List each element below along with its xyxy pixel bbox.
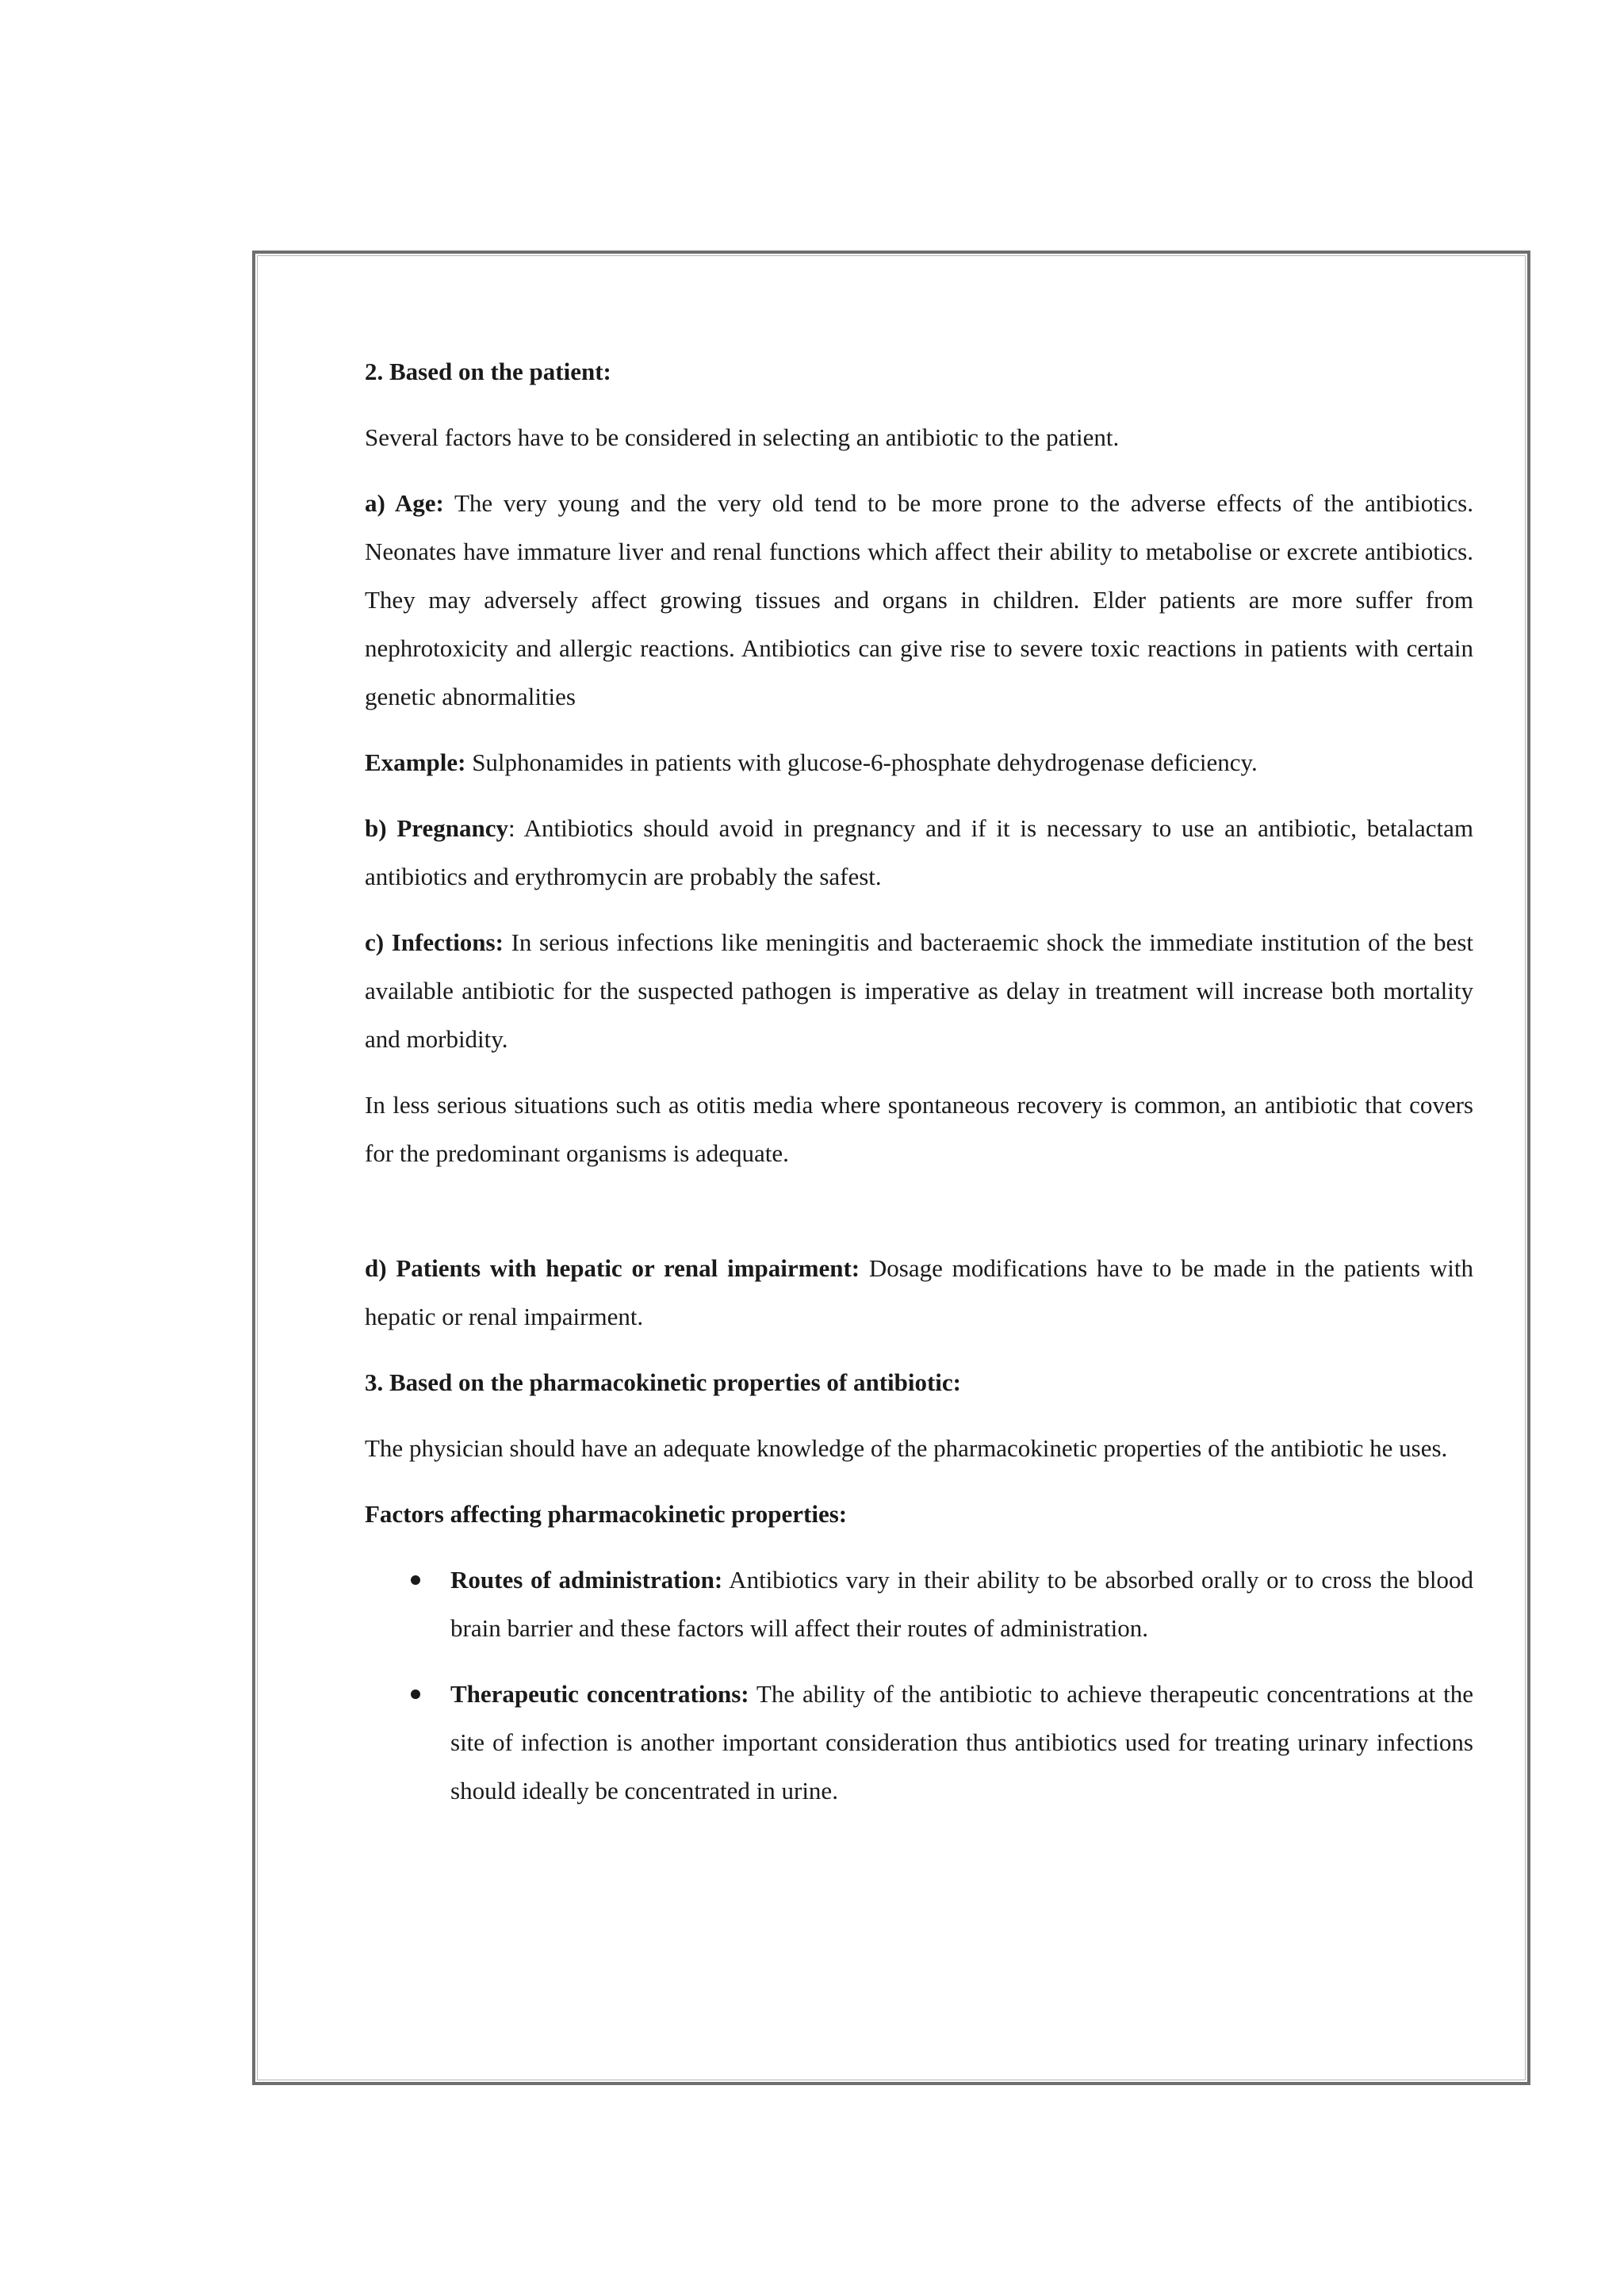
age-label: a) Age:	[365, 489, 444, 517]
document-body	[365, 347, 1473, 1832]
bullet-label: Therapeutic concentrations:	[450, 1680, 749, 1708]
less-serious-paragraph: In less serious situations such as otitis media where spontaneous recovery is common, an antibiotic that covers for the predominant organisms is adequate.	[365, 1091, 1473, 1167]
impairment-paragraph	[365, 1244, 1473, 1341]
example-text: Sulphonamides in patients with glucose-6-phosphate dehydrogenase deficiency.	[465, 748, 1258, 776]
bullet-icon	[411, 1575, 420, 1585]
pregnancy-paragraph	[365, 804, 1473, 901]
impairment-label: d) Patients with hepatic or renal impairment:	[365, 1254, 860, 1282]
bullet-label: Routes of administration:	[450, 1566, 723, 1594]
factors-heading: Factors affecting pharmacokinetic properties:	[365, 1500, 848, 1528]
patient-intro-paragraph: Several factors have to be considered in selecting an antibiotic to the patient.	[365, 423, 1120, 451]
factors-list	[365, 1556, 1473, 1815]
infections-paragraph	[365, 918, 1473, 1063]
pregnancy-label: b) Pregnancy	[365, 814, 508, 842]
list-item	[365, 1556, 1473, 1652]
example-paragraph	[365, 738, 1473, 786]
pharmacokinetic-intro-paragraph: The physician should have an adequate knowledge of the pharmacokinetic properties of the antibiotic he uses.	[365, 1434, 1448, 1462]
spacer	[365, 1195, 1473, 1244]
infections-text: In serious infections like meningitis and bacteraemic shock the immediate institution of the best available antibiotic for the suspected pathogen is imperative as delay in treatment will increase both mortality and morbidity.	[365, 928, 1473, 1053]
age-paragraph	[365, 479, 1473, 721]
impairment-text: Dosage modifications have to be made in the patients with hepatic or renal impairment.	[365, 1254, 1473, 1330]
infections-label: c) Infections:	[365, 928, 504, 956]
pregnancy-text: : Antibiotics should avoid in pregnancy and if it is necessary to use an antibiotic, betalactam antibiotics and erythromycin are probably the safest.	[365, 814, 1473, 890]
list-item	[365, 1670, 1473, 1815]
section-heading-patient: 2. Based on the patient:	[365, 358, 611, 385]
age-text: The very young and the very old tend to be more prone to the adverse effects of the antibiotics. Neonates have immature liver and renal functions which affect their ability to metabolise or excrete antibiotics. They may adversely affect growing tissues and organs in children. Elder patients are more suffer from nephrotoxicity and allergic reactions. Antibiotics can give rise to severe toxic reactions in patients with certain genetic abnormalities	[365, 489, 1473, 710]
bullet-text: Antibiotics vary in their ability to be absorbed orally or to cross the blood brain barrier and these factors will affect their routes of administration.	[450, 1566, 1473, 1642]
example-label: Example:	[365, 748, 466, 776]
section-heading-pharmacokinetic: 3. Based on the pharmacokinetic properties of antibiotic:	[365, 1368, 962, 1396]
bullet-icon	[411, 1689, 420, 1699]
bullet-text: The ability of the antibiotic to achieve therapeutic concentrations at the site of infection is another important consideration thus antibiotics used for treating urinary infections should ideally be concentrated in urine.	[450, 1680, 1473, 1804]
